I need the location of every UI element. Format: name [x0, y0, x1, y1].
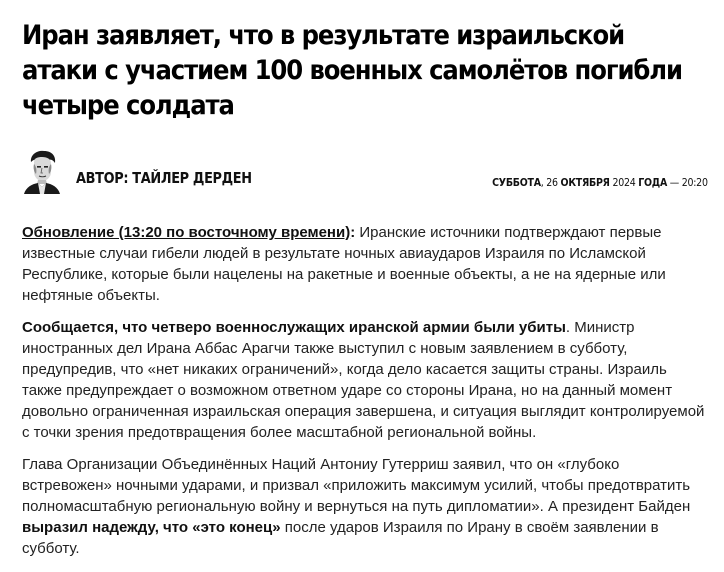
date-month: ОКТЯБРЯ	[560, 176, 610, 189]
author-avatar[interactable]	[22, 150, 62, 194]
byline	[22, 150, 708, 194]
paragraph-text: Глава Организации Объединённых Наций Антониу Гутерриш заявил, что он «глубоко встревожен» ночными ударами, и призвал «приложить максимум усилий, чтобы предотвратить полномасштабную региональную войну и вернуться на путь дипломатии». А президент Байден	[22, 456, 691, 515]
article-body	[22, 222, 710, 570]
date-day-number: , 26	[541, 176, 561, 189]
update-link[interactable]: Обновление (13:20 по восточному времени)	[22, 224, 351, 241]
date-day: СУББОТА	[492, 176, 542, 189]
author-name[interactable]: АВТОР: ТАЙЛЕР ДЕРДЕН	[76, 169, 252, 187]
paragraph-text-end: после ударов Израиля по Ирану в своём заявлении в субботу.	[22, 519, 659, 557]
paragraph-bold-lead: Сообщается, что четверо военнослужащих иранской армии были убиты	[22, 319, 566, 336]
paragraph-text: . Министр иностранных дел Ирана Аббас Арагчи также выступил с новым заявлением в субботу, предупредив, что «нет никаких ограничений», когда дело касается защиты страны. Израиль также предупреждает о возможном ответном ударе со стороны Ирана, но на данный момент довольно ограниченная израильская операция завершена, и ситуация выглядит контролируемой с точки зрения предотвращения более масштабной региональной войны.	[22, 319, 705, 441]
article-headline: Иран заявляет, что в результате израильской атаки с участием 100 военных самолётов погибли четыре солдата	[22, 20, 682, 121]
paragraph-text: Иранские источники подтверждают первые известные случаи гибели людей в результате ночных авиаударов Израиля по Исламской Республике, которые были нацелены на ракетные и военные объекты, а не на ядерные или нефтяные объекты.	[22, 224, 666, 304]
paragraph-bold-quote: выразил надежду, что «это конец»	[22, 519, 281, 536]
date-time: — 20:20	[667, 176, 708, 189]
publish-date	[492, 176, 708, 189]
date-year-word: ГОДА	[638, 176, 668, 189]
avatar-portrait-icon	[22, 150, 62, 194]
paragraph-un-reaction	[22, 454, 710, 559]
date-year: 2024	[609, 176, 639, 189]
paragraph-update	[22, 222, 710, 306]
update-colon: :	[350, 224, 356, 241]
paragraph-casualties	[22, 317, 710, 443]
article	[22, 0, 712, 557]
